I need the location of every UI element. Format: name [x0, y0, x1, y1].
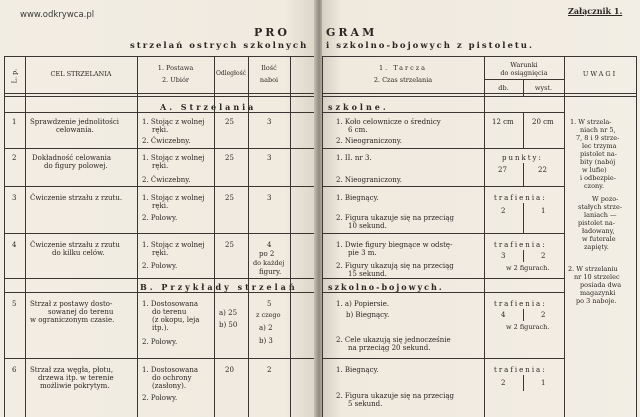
- remark-line: po 3 naboje.: [576, 297, 617, 305]
- header-tarcza-2: 2. Czas strzelania: [373, 76, 433, 84]
- row5-cond-label: trafienia:: [494, 300, 547, 308]
- row4-tarcza-2: pie 3 m.: [348, 249, 377, 257]
- row1-lp: 1: [12, 118, 17, 126]
- row2-tarcza-3: 2. Nieograniczony.: [336, 176, 402, 184]
- remark-line: W pozo-: [592, 195, 619, 203]
- row3-postawa-2: ręki.: [152, 202, 169, 210]
- header-tarcza-1: 1. Tarcza: [378, 64, 428, 72]
- remark-line: 1. W strzela-: [570, 118, 612, 126]
- row3-tarcza-3: 2. Figura ukazuje się na przeciąg: [336, 214, 454, 222]
- row2-cel-1: Dokładność celowania: [32, 154, 112, 162]
- row1-cel-1: Sprawdzenie jednolitości: [30, 118, 119, 126]
- row5-tarcza-1: 1. a) Popiersie.: [336, 300, 390, 308]
- row3-cond-label: trafienia:: [494, 194, 547, 202]
- row4-postawa-3: 2. Polowy.: [142, 262, 178, 270]
- title-right: GRAM: [326, 26, 378, 39]
- row5-lp: 5: [12, 300, 17, 308]
- remark-line: czony.: [584, 182, 605, 190]
- row4-cond-label: trafienia:: [494, 241, 547, 249]
- row5-wyst: 2: [541, 311, 546, 319]
- row5-naboi-2: z czego: [256, 311, 281, 319]
- row5-postawa-5: 2. Polowy.: [142, 338, 178, 346]
- row4-cel-2: do kilku celów.: [52, 249, 105, 257]
- row1-postawa-2: ręki.: [152, 126, 169, 134]
- row5-tarcza-2: b) Biegnący.: [346, 311, 390, 319]
- row5-postawa-1: 1. Dostosowana: [142, 300, 199, 308]
- row5-tarcza-4: 2. Cele ukazują się jednocześnie: [336, 336, 451, 344]
- row5-tarcza-5: na przeciąg 20 sekund.: [348, 344, 431, 352]
- row2-postawa-3: 2. Ćwiczebny.: [142, 176, 191, 184]
- remark-line: pistolet na-: [578, 219, 615, 227]
- header-ilosc-2: naboi: [259, 76, 279, 84]
- row4-tarcza-1: 1. Dwie figury biegnące w odstę-: [336, 241, 453, 249]
- header-uwagi: UWAGI: [582, 70, 618, 78]
- row3-naboi: 3: [267, 194, 272, 202]
- row6-lp: 6: [12, 366, 17, 374]
- remark-line: bity (nabój: [580, 158, 616, 166]
- header-wyst: wyst.: [534, 84, 553, 92]
- row4-db: 3: [501, 252, 506, 260]
- row6-cel-1: Strzał zza węgła, płotu,: [30, 366, 114, 374]
- row6-wyst: 1: [541, 379, 546, 387]
- row4-naboi-1: 4: [267, 241, 272, 249]
- row3-cel-1: Ćwiczenie strzału z rzutu.: [30, 194, 123, 202]
- row2-odl: 25: [225, 154, 234, 162]
- header-lp: L. p.: [10, 68, 19, 84]
- row5-cel-3: w ograniczonym czasie.: [30, 316, 115, 324]
- row6-naboi: 2: [267, 366, 272, 374]
- row5-cel-2: sowanej do terenu: [48, 308, 114, 316]
- header-postawa-2: 2. Ubiór: [161, 76, 189, 84]
- row1-tarcza-1: 1. Koło celownicze o średnicy: [336, 118, 441, 126]
- row6-tarcza-3: 2. Figura ukazuje się na przeciąg: [336, 392, 454, 400]
- row6-db: 2: [501, 379, 506, 387]
- row4-naboi-3: do każdej: [253, 259, 285, 267]
- row6-tarcza-1: 1. Biegnący.: [336, 366, 379, 374]
- subtitle-left: strzelań ostrych szkolnych: [130, 41, 309, 51]
- row5-naboi-3: a) 2: [259, 324, 273, 332]
- row6-cel-3: możliwie pokrytym.: [40, 382, 110, 390]
- row3-postawa-1: 1. Stojąc z wolnej: [142, 194, 205, 202]
- row5-cel-1: Strzał z postawy dosto-: [30, 300, 113, 308]
- row2-cond-label: punkty:: [502, 154, 543, 162]
- row5-postawa-3: (z okopu, leja: [152, 316, 200, 324]
- row4-odl: 25: [225, 241, 234, 249]
- row1-tarcza-3: 2. Nieograniczony.: [336, 137, 402, 145]
- section-a-right: szkolne.: [328, 102, 389, 112]
- row4-wyst-note: w 2 figurach.: [506, 264, 550, 272]
- remark-line: laniach —: [584, 211, 617, 219]
- row2-postawa-1: 1. Stojąc z wolnej: [142, 154, 205, 162]
- row4-naboi-4: figury.: [259, 268, 282, 276]
- row3-db: 2: [501, 207, 506, 215]
- row6-postawa-3: (zasłony).: [152, 382, 187, 390]
- header-db: db.: [498, 84, 509, 92]
- row5-odl-a: a) 25: [219, 309, 238, 317]
- annex-label: Załącznik 1.: [568, 6, 623, 16]
- row1-wyst: 20 cm: [532, 118, 554, 126]
- row3-wyst: 1: [541, 207, 546, 215]
- header-warunki-1: Warunki: [510, 61, 538, 69]
- remark-line: posiada dwa: [580, 281, 622, 289]
- row6-postawa-2: do ochrony: [152, 374, 192, 382]
- remark-line: zapięty.: [584, 243, 609, 251]
- header-ilosc-1: Ilość: [261, 64, 277, 72]
- remark-line: nr 10 strzelec: [574, 273, 620, 281]
- remark-line: ładowany,: [582, 227, 615, 235]
- row2-lp: 2: [12, 154, 17, 162]
- row3-tarcza-4: 10 sekund.: [348, 222, 387, 230]
- row4-postawa-2: ręki.: [152, 249, 169, 257]
- row1-db: 12 cm: [492, 118, 514, 126]
- row4-lp: 4: [12, 241, 17, 249]
- remark-line: stałych strze-: [578, 203, 623, 211]
- row5-odl-b: b) 50: [219, 321, 238, 329]
- row5-postawa-4: itp.).: [152, 324, 169, 332]
- row5-naboi-4: b) 3: [259, 337, 273, 345]
- section-a-left: A. Strzelania: [160, 102, 257, 112]
- row2-postawa-2: ręki.: [152, 162, 169, 170]
- row5-postawa-2: do terenu: [152, 308, 187, 316]
- watermark: www.odkrywca.pl: [20, 10, 95, 20]
- remark-line: lec trzyma: [582, 142, 617, 150]
- row1-postawa-1: 1. Stojąc z wolnej: [142, 118, 205, 126]
- row3-tarcza-1: 1. Biegnący.: [336, 194, 379, 202]
- row4-tarcza-3: 2. Figury ukazują się na przeciąg: [336, 262, 454, 270]
- row6-cond-label: trafienia:: [494, 366, 547, 374]
- row1-odl: 25: [225, 118, 234, 126]
- row4-wyst: 2: [541, 252, 546, 260]
- title-left: PRO: [254, 26, 290, 39]
- row6-postawa-1: 1. Dostosowana: [142, 366, 199, 374]
- header-cel: CEL STRZELANIA: [50, 70, 112, 78]
- right-page: [322, 0, 640, 417]
- row2-naboi: 3: [267, 154, 272, 162]
- remark-line: w futerale: [582, 235, 616, 243]
- row2-wyst: 22: [538, 166, 547, 174]
- section-b-right: szkolno-bojowych.: [328, 282, 444, 292]
- section-b-left: B. Przykłady strzelań: [140, 282, 298, 292]
- header-odleglosc: Odległość: [215, 70, 247, 77]
- remark-line: w lufie): [582, 166, 607, 174]
- row4-cel-1: Ćwiczenie strzału z rzutu: [30, 241, 120, 249]
- remark-line: magazynki: [580, 289, 616, 297]
- row4-postawa-1: 1. Stojąc z wolnej: [142, 241, 205, 249]
- row2-db: 27: [498, 166, 507, 174]
- row3-odl: 25: [225, 194, 234, 202]
- left-page: [0, 0, 316, 417]
- row1-naboi: 3: [267, 118, 272, 126]
- remark-line: pistolet na-: [580, 150, 617, 158]
- subtitle-right: i szkolno-bojowych z pistoletu.: [326, 41, 534, 51]
- row5-db: 4: [501, 311, 506, 319]
- row1-postawa-3: 2. Ćwiczebny.: [142, 137, 191, 145]
- header-postawa-1: 1. Postawa: [157, 64, 194, 72]
- row3-postawa-3: 2. Polowy.: [142, 214, 178, 222]
- row1-tarcza-2: 6 cm.: [348, 126, 368, 134]
- row4-naboi-2: po 2: [259, 250, 275, 258]
- row6-tarcza-4: 5 sekund.: [348, 400, 383, 408]
- row2-cel-2: do figury polowej.: [44, 162, 108, 170]
- remark-line: 2. W strzelaniu: [568, 265, 618, 273]
- remark-line: 7, 8 i 9 strze-: [576, 134, 620, 142]
- row4-tarcza-4: 15 sekund.: [348, 270, 387, 278]
- row6-odl: 20: [225, 366, 234, 374]
- remark-line: niach nr 5,: [580, 126, 616, 134]
- row5-wyst-note: w 2 figurach.: [506, 323, 550, 331]
- remark-line: i odbezpie-: [580, 174, 616, 182]
- row2-tarcza-1: 1. II. nr 3.: [336, 154, 372, 162]
- header-warunki-2: do osiągnięcia: [500, 69, 548, 77]
- row3-lp: 3: [12, 194, 17, 202]
- row1-cel-2: celowania.: [56, 126, 94, 134]
- row6-cel-2: drzewa itp. w terenie: [38, 374, 114, 382]
- row6-postawa-4: 2. Polowy.: [142, 394, 178, 402]
- row5-naboi-1: 5: [267, 300, 272, 308]
